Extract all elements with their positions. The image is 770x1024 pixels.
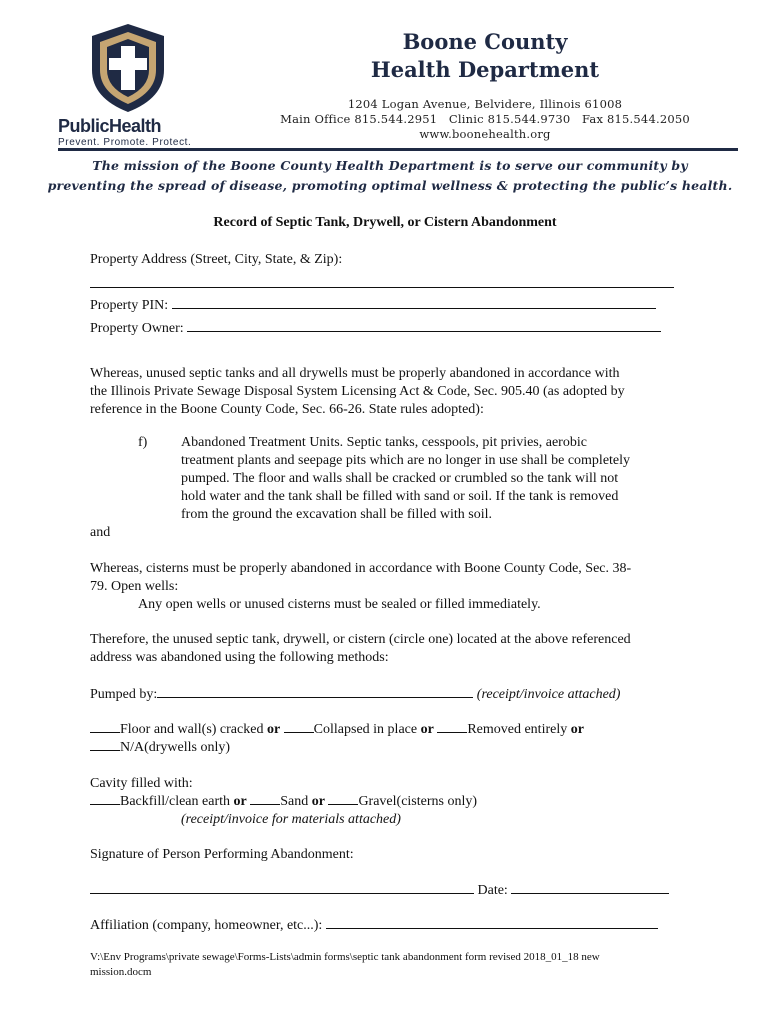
rule-line: hold water and the tank shall be filled with sand or soil. If the tank is removed [181,489,619,504]
removed-label: Removed entirely [467,722,568,737]
paragraph-line: address was abandoned using the following methods: [90,650,389,665]
mission-line: The mission of the Boone County Health Department is to serve our community by [92,158,688,173]
na-drywells-label: N/A(drywells only) [120,740,231,755]
rule-line: from the ground the excavation shall be filled with soil. [181,507,493,522]
property-address-label: Property Address (Street, City, State, & Zip): [90,252,343,267]
paragraph-line: Therefore, the unused septic tank, drywell, or cistern (circle one) located at the above referenced [90,632,631,647]
open-wells-rule: Any open wells or unused cisterns must be sealed or filled immediately. [138,597,541,612]
rule-line: pumped. The floor and walls shall be cracked or crumbled so the tank will not [181,471,619,486]
shield-cross-icon [88,22,168,114]
logo-tagline: Prevent. Promote. Protect. [58,137,192,148]
date-field[interactable] [511,882,669,894]
method-row-2 [90,739,230,757]
rule-text [181,434,630,524]
affiliation-label: Affiliation (company, homeowner, etc...): [90,918,323,933]
whereas-septic-paragraph [90,365,625,419]
na-drywells-checkbox[interactable] [90,739,120,751]
org-name-line2: Health Department [370,57,600,82]
collapsed-label: Collapsed in place [313,722,418,737]
rule-marker: f) [138,435,148,450]
website: www.boonehealth.org [419,127,551,141]
property-owner-row [90,320,661,338]
pumped-by-row [90,686,620,704]
header-rule [58,148,738,151]
form-title: Record of Septic Tank, Drywell, or Cistern Abandonment [213,215,557,230]
fill-row [90,793,477,811]
property-address-field[interactable] [90,275,674,293]
date-label: Date: [477,883,508,898]
or-word: or [420,722,434,737]
paragraph-line: 79. Open wells: [90,579,179,594]
therefore-paragraph [90,631,631,667]
signature-date-row [90,882,669,900]
removed-checkbox[interactable] [437,721,467,733]
cavity-label: Cavity filled with: [90,776,193,791]
organization-title [330,28,640,84]
paragraph-line: the Illinois Private Sewage Disposal System Licensing Act & Code, Sec. 905.40 (as adopted by [90,384,625,399]
property-pin-row [90,297,656,315]
backfill-label: Backfill/clean earth [120,794,230,809]
property-owner-field[interactable] [187,320,661,332]
logo-name: PublicHealth [58,116,162,136]
pumped-by-field[interactable] [157,686,473,698]
file-path-line: mission.docm [90,966,152,978]
and-text: and [90,525,111,540]
gravel-label: Gravel(cisterns only) [358,794,478,809]
paragraph-line: reference in the Boone County Code, Sec. 66-26. State rules adopted): [90,402,484,417]
property-pin-field[interactable] [172,297,656,309]
rule-line: Abandoned Treatment Units. Septic tanks, cesspools, pit privies, aerobic [181,435,587,450]
floor-cracked-checkbox[interactable] [90,721,120,733]
mission-statement [40,156,740,196]
affiliation-field[interactable] [326,917,658,929]
backfill-checkbox[interactable] [90,793,120,805]
org-name-line1: Boone County [402,29,568,54]
whereas-cistern-paragraph [90,560,631,596]
collapsed-checkbox[interactable] [284,721,314,733]
fill-note: (receipt/invoice for materials attached) [181,812,401,827]
method-row [90,721,584,739]
file-path-footer [90,950,650,980]
signature-label: Signature of Person Performing Abandonment: [90,847,354,862]
property-pin-label: Property PIN: [90,298,169,313]
or-word: or [311,794,325,809]
or-word: or [266,722,281,737]
paragraph-line: Whereas, cisterns must be properly abandoned in accordance with Boone County Code, Sec. 38- [90,561,632,576]
property-owner-label: Property Owner: [90,321,184,336]
sand-checkbox[interactable] [250,793,280,805]
file-path-line: V:\Env Programs\private sewage\Forms-Lists\admin forms\septic tank abandonment form revised 2018_01_18 new [90,951,600,963]
rule-line: treatment plants and seepage pits which are no longer in use shall be completely [181,453,631,468]
pumped-by-label: Pumped by: [90,687,158,702]
contact-block [260,97,710,142]
phone-numbers: Main Office 815.544.2951 Clinic 815.544.9730 Fax 815.544.2050 [280,112,690,126]
floor-cracked-label: Floor and wall(s) cracked [120,722,264,737]
signature-field[interactable] [90,882,474,894]
sand-label: Sand [280,794,309,809]
or-word: or [570,722,584,737]
gravel-checkbox[interactable] [328,793,358,805]
address: 1204 Logan Avenue, Belvidere, Illinois 61008 [347,97,623,111]
paragraph-line: Whereas, unused septic tanks and all drywells must be properly abandoned in accordance with [90,366,620,381]
public-health-logo [58,22,198,148]
affiliation-row [90,917,658,935]
pumped-by-note: (receipt/invoice attached) [476,687,621,702]
mission-line: preventing the spread of disease, promoting optimal wellness & protecting the public’s health. [47,178,733,193]
or-word: or [233,794,247,809]
